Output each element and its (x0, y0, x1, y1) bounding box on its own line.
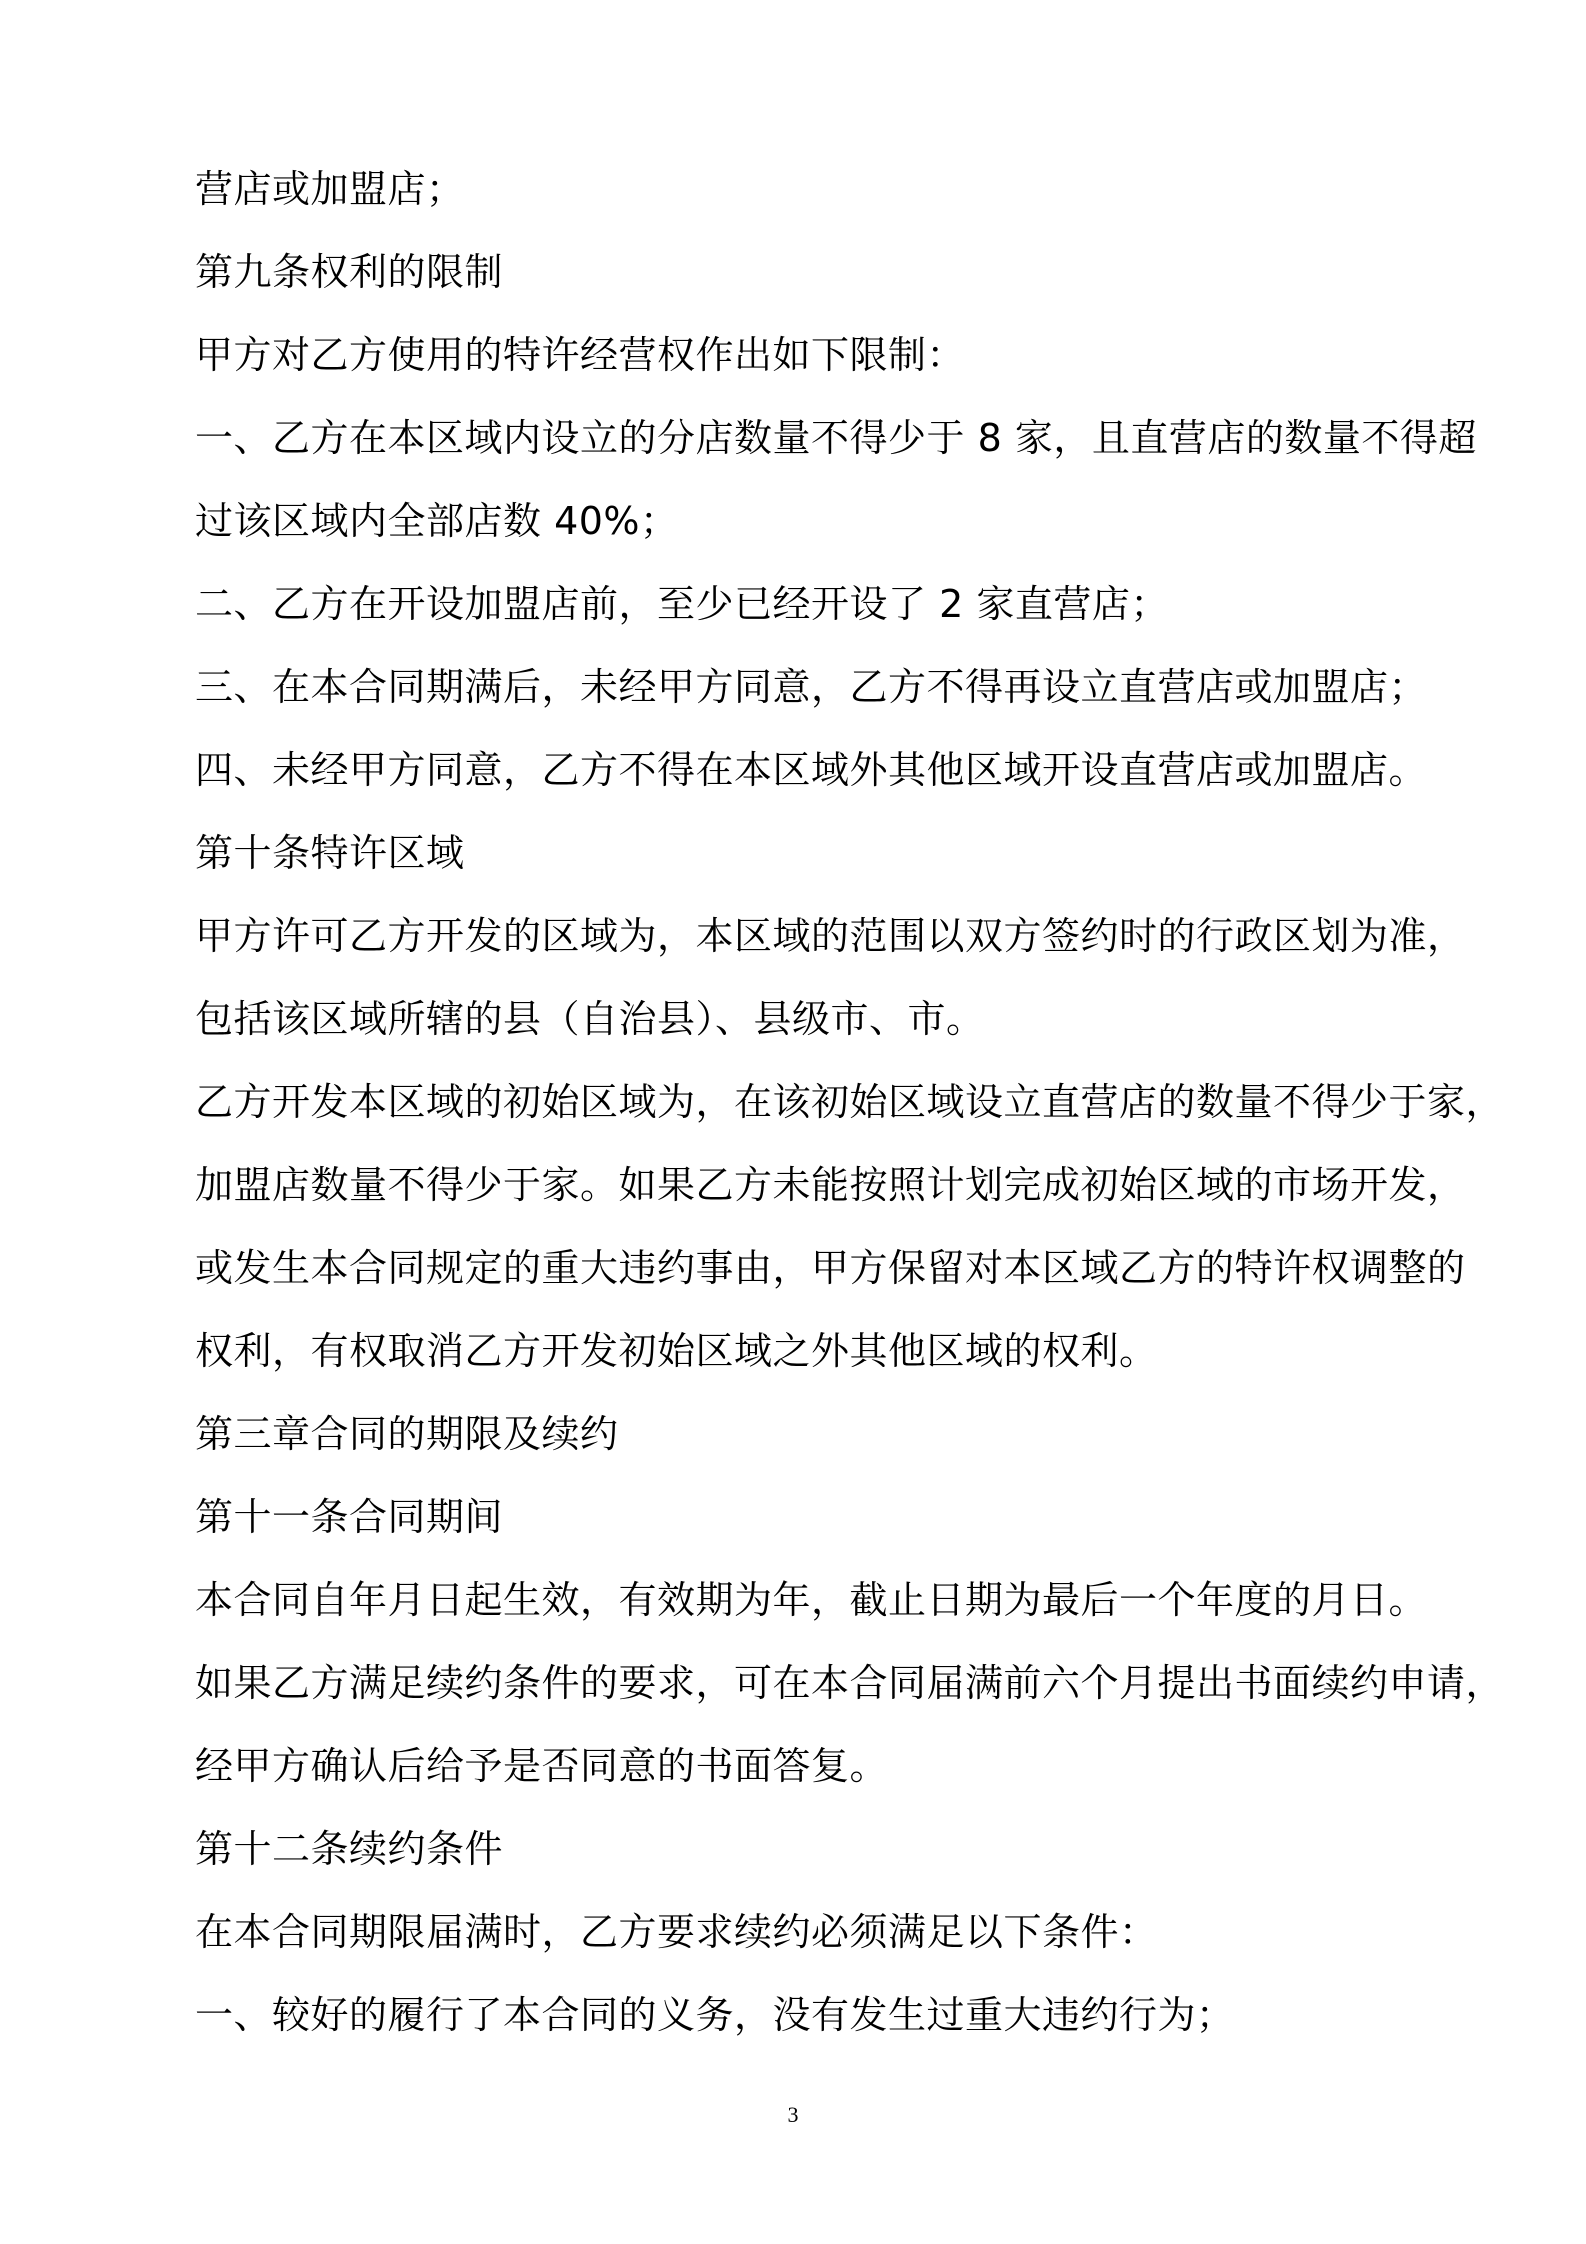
document-body (195, 148, 1505, 2057)
page-number: 3 (787, 2102, 799, 2127)
text-line: 甲方对乙方使用的特许经营权作出如下限制： (195, 333, 966, 377)
text-line: 二、乙方在开设加盟店前，至少已经开设了 2 家直营店； (195, 582, 1169, 626)
text-line: 三、在本合同期满后，未经甲方同意，乙方不得再设立直营店或加盟店； (195, 665, 1428, 709)
section-heading: 第十一条合同期间 (195, 1495, 504, 1539)
text-line: 包括该区域所辖的县（自治县）、县级市、市。 (195, 997, 985, 1041)
text-line: 营店或加盟店； (195, 167, 465, 211)
chapter-heading: 第三章合同的期限及续约 (195, 1412, 619, 1456)
text-line: 权利，有权取消乙方开发初始区域之外其他区域的权利。 (195, 1329, 1158, 1373)
text-line: 过该区域内全部店数 40%； (195, 499, 679, 543)
text-line: 一、乙方在本区域内设立的分店数量不得少于 8 家，且直营店的数量不得超 (195, 416, 1477, 460)
text-line: 如果乙方满足续约条件的要求，可在本合同届满前六个月提出书面续约申请， (195, 1661, 1505, 1705)
text-line: 一、较好的履行了本合同的义务，没有发生过重大违约行为； (195, 1993, 1235, 2037)
text-line: 经甲方确认后给予是否同意的书面答复。 (195, 1744, 889, 1788)
section-heading: 第十二条续约条件 (195, 1827, 504, 1871)
text-line: 加盟店数量不得少于家。如果乙方未能按照计划完成初始区域的市场开发， (195, 1163, 1466, 1207)
text-line: 本合同自年月日起生效，有效期为年，截止日期为最后一个年度的月日。 (195, 1578, 1428, 1622)
text-line: 甲方许可乙方开发的区域为，本区域的范围以双方签约时的行政区划为准， (195, 914, 1466, 958)
text-line: 乙方开发本区域的初始区域为，在该初始区域设立直营店的数量不得少于家， (195, 1080, 1505, 1124)
text-line: 或发生本合同规定的重大违约事由，甲方保留对本区域乙方的特许权调整的 (195, 1246, 1466, 1290)
text-line: 在本合同期限届满时，乙方要求续约必须满足以下条件： (195, 1910, 1158, 1954)
text-line: 四、未经甲方同意，乙方不得在本区域外其他区域开设直营店或加盟店。 (195, 748, 1428, 792)
section-heading: 第十条特许区域 (195, 831, 465, 875)
section-heading: 第九条权利的限制 (195, 250, 504, 294)
